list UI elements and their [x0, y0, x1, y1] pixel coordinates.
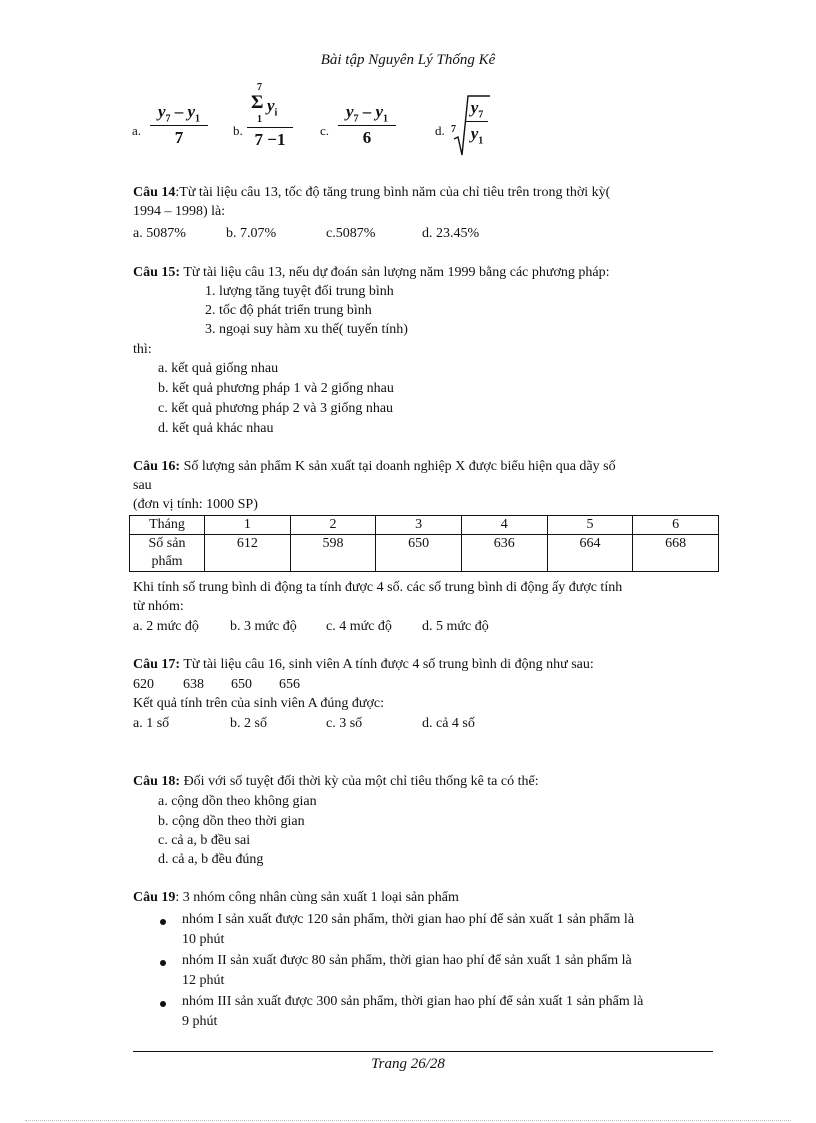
q18-option-a: a. cộng dồn theo không gian — [158, 794, 317, 809]
q16-option-d: d. 5 mức độ — [422, 619, 489, 634]
formula-c: $\frac{y_7 - y_1}{6}$ — [338, 102, 396, 148]
page-number: Trang 26/28 — [371, 1056, 445, 1072]
q19-stem: Câu 19: 3 nhóm công nhân cùng sản xuất 1 loại sản phẩm — [133, 890, 459, 905]
q14-option-c: c.5087% — [326, 226, 376, 241]
q17-value-1: 620 — [133, 677, 154, 692]
q17-stem-2: Kết quả tính trên của sinh viên A đúng được: — [133, 696, 385, 711]
q16-unit: (đơn vị tính: 1000 SP) — [133, 497, 258, 512]
page-edge-divider — [25, 1120, 791, 1121]
q14-option-a: a. 5087% — [133, 226, 186, 241]
q18-stem: Câu 18: Đối với số tuyệt đối thời kỳ của một chỉ tiêu thống kê ta có thể: — [133, 774, 539, 789]
formula-a-label: a. — [132, 123, 142, 138]
q15-option-a: a. kết quả giống nhau — [158, 361, 279, 376]
table-cell: 3 — [376, 516, 462, 535]
q16-stem: Câu 16: Số lượng sản phẩm K sản xuất tại doanh nghiệp X được biểu hiện qua dãy số — [133, 459, 616, 474]
q17-option-b: b. 2 số — [230, 716, 267, 731]
formula-c-label: c. — [320, 123, 330, 138]
q15-method-2: 2. tốc độ phát triển trung bình — [205, 303, 372, 318]
formula-b-label: b. — [233, 123, 243, 138]
table-cell: Số sản phẩm — [130, 535, 205, 572]
q18-option-d: d. cả a, b đều đúng — [158, 852, 264, 867]
q19-bullet-1-line2: 10 phút — [182, 932, 225, 947]
q14-option-d: d. 23.45% — [422, 226, 480, 241]
q19-bullet-3-line1: nhóm III sản xuất được 300 sản phẩm, thời gian hao phí để sản xuất 1 sản phẩm là — [182, 994, 644, 1009]
table-row — [130, 535, 719, 572]
table-cell: 598 — [290, 535, 376, 572]
q16-stem-cont: sau — [133, 478, 152, 493]
q19-bullet-2-line1: nhóm II sản xuất được 80 sản phẩm, thời gian hao phí để sản xuất 1 sản phẩm là — [182, 953, 632, 968]
q17-option-d: d. cả 4 số — [422, 716, 475, 731]
page-header: Bài tập Nguyên Lý Thống Kê — [320, 52, 496, 68]
footer-divider — [133, 1051, 713, 1052]
q19-bullet-1-line1: nhóm I sản xuất được 120 sản phẩm, thời gian hao phí để sản xuất 1 sản phẩm là — [182, 912, 635, 927]
q19-bullet-2-line2: 12 phút — [182, 973, 225, 988]
table-cell: 650 — [376, 535, 462, 572]
q16-option-b: b. 3 mức độ — [230, 619, 297, 634]
q18-option-c: c. cả a, b đều sai — [158, 833, 251, 848]
table-cell: 612 — [205, 535, 291, 572]
q17-option-c: c. 3 số — [326, 716, 363, 731]
q17-option-a: a. 1 số — [133, 716, 170, 731]
q17-value-4: 656 — [279, 677, 300, 692]
table-cell: 5 — [547, 516, 633, 535]
q16-option-c: c. 4 mức độ — [326, 619, 392, 634]
table-cell: 6 — [633, 516, 719, 535]
q17-value-2: 638 — [183, 677, 204, 692]
formula-a: $\frac{y_7 - y_1}{7}$ — [150, 102, 208, 148]
q18-option-b: b. cộng dồn theo thời gian — [158, 814, 305, 829]
table-cell: 664 — [547, 535, 633, 572]
q15-then: thì: — [133, 342, 152, 357]
q15-stem: Câu 15: Từ tài liệu câu 13, nếu dự đoán sản lượng năm 1999 bằng các phương pháp: — [133, 265, 610, 280]
table-cell: 636 — [461, 535, 547, 572]
q14-line1: Câu 14:Từ tài liệu câu 13, tốc độ tăng trung bình năm của chỉ tiêu trên trong thời kỳ( — [133, 185, 611, 200]
table-cell: 668 — [633, 535, 719, 572]
q17-value-3: 650 — [231, 677, 252, 692]
formula-d-label: d. — [435, 123, 445, 138]
table-cell: 4 — [461, 516, 547, 535]
table-cell: Tháng — [130, 516, 205, 535]
q16-after-2: từ nhóm: — [133, 599, 184, 614]
q14-line2: 1994 – 1998) là: — [133, 204, 226, 219]
bullet-icon — [160, 1001, 166, 1007]
bullet-icon — [160, 919, 166, 925]
bullet-icon — [160, 960, 166, 966]
q16-option-a: a. 2 mức độ — [133, 619, 199, 634]
q15-method-3: 3. ngoại suy hàm xu thế( tuyến tính) — [205, 322, 408, 337]
q15-option-d: d. kết quả khác nhau — [158, 421, 274, 436]
q17-stem: Câu 17: Từ tài liệu câu 16, sinh viên A tính được 4 số trung bình di động như sau: — [133, 657, 594, 672]
q14-option-b: b. 7.07% — [226, 226, 277, 241]
q19-bullet-3-line2: 9 phút — [182, 1014, 218, 1029]
table-cell: 2 — [290, 516, 376, 535]
q15-option-c: c. kết quả phương pháp 2 và 3 giống nhau — [158, 401, 394, 416]
formula-b: 7 Σ $y_i$ 1 7 −1 — [247, 84, 293, 150]
q16-after-1: Khi tính số trung bình di động ta tính được 4 số. các số trung bình di động ấy được tính — [133, 580, 623, 595]
q15-option-b: b. kết quả phương pháp 1 và 2 giống nhau — [158, 381, 394, 396]
q15-method-1: 1. lượng tăng tuyệt đối trung bình — [205, 284, 394, 299]
production-table — [129, 515, 719, 572]
table-row — [130, 516, 719, 535]
table-cell: 1 — [205, 516, 291, 535]
